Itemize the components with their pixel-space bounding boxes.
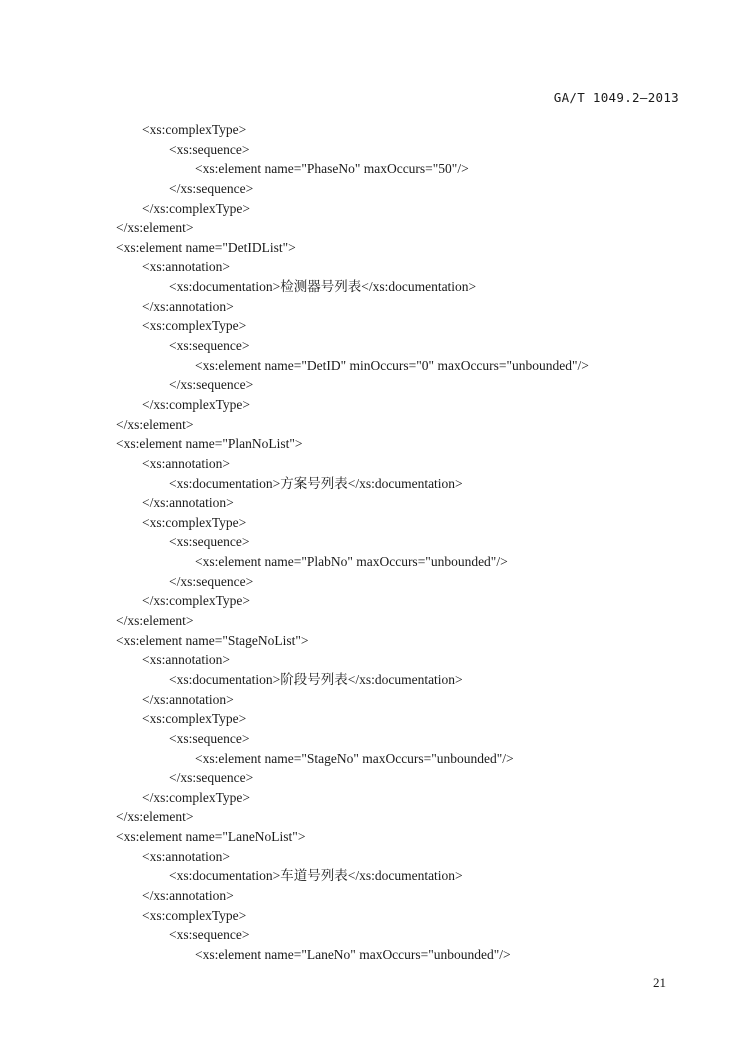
code-line: <xs:complexType> bbox=[142, 318, 247, 334]
code-line: <xs:element name="DetID" minOccurs="0" maxOccurs="unbounded"/> bbox=[195, 357, 589, 373]
code-line: </xs:annotation> bbox=[142, 691, 234, 707]
code-line: </xs:annotation> bbox=[142, 495, 234, 511]
code-line: </xs:complexType> bbox=[142, 789, 251, 805]
code-line: <xs:complexType> bbox=[142, 514, 247, 530]
code-line: </xs:annotation> bbox=[142, 298, 234, 314]
code-line: </xs:sequence> bbox=[169, 573, 254, 589]
code-line: </xs:element> bbox=[116, 416, 194, 432]
code-line: <xs:documentation>方案号列表</xs:documentation> bbox=[169, 475, 463, 491]
code-line: <xs:sequence> bbox=[169, 730, 250, 746]
code-line: <xs:complexType> bbox=[142, 711, 247, 727]
code-line: <xs:element name="StageNo" maxOccurs="unbounded"/> bbox=[195, 750, 514, 766]
code-line: <xs:complexType> bbox=[142, 907, 247, 923]
page-number: 21 bbox=[653, 975, 666, 990]
code-line: <xs:element name="PhaseNo" maxOccurs="50"/> bbox=[195, 161, 469, 177]
code-line: <xs:sequence> bbox=[169, 338, 250, 354]
code-line: <xs:element name="PlabNo" maxOccurs="unbounded"/> bbox=[195, 554, 508, 570]
code-line: <xs:annotation> bbox=[142, 848, 230, 864]
code-line: </xs:element> bbox=[116, 613, 194, 629]
code-line: <xs:element name="LaneNoList"> bbox=[116, 829, 306, 845]
code-line: <xs:sequence> bbox=[169, 927, 250, 943]
code-line: <xs:annotation> bbox=[142, 652, 230, 668]
code-line: <xs:element name="PlanNoList"> bbox=[116, 436, 303, 452]
code-line: <xs:complexType> bbox=[142, 122, 247, 137]
code-line: </xs:element> bbox=[116, 809, 194, 825]
code-line: </xs:sequence> bbox=[169, 770, 254, 786]
code-line: </xs:complexType> bbox=[142, 396, 251, 412]
code-line: <xs:annotation> bbox=[142, 455, 230, 471]
code-line: </xs:annotation> bbox=[142, 887, 234, 903]
code-line: <xs:documentation>阶段号列表</xs:documentation> bbox=[169, 671, 463, 687]
xml-schema-code-block bbox=[116, 120, 696, 965]
code-line: </xs:element> bbox=[116, 220, 194, 236]
code-line: <xs:annotation> bbox=[142, 259, 230, 275]
code-line: </xs:sequence> bbox=[169, 377, 254, 393]
code-line: <xs:element name="DetIDList"> bbox=[116, 239, 296, 255]
standard-number-header: GA/T 1049.2—2013 bbox=[553, 90, 679, 105]
code-line: <xs:sequence> bbox=[169, 141, 250, 157]
code-line: </xs:complexType> bbox=[142, 593, 251, 609]
code-line: <xs:element name="LaneNo" maxOccurs="unbounded"/> bbox=[195, 946, 511, 962]
code-line: <xs:element name="StageNoList"> bbox=[116, 632, 309, 648]
code-line: <xs:sequence> bbox=[169, 534, 250, 550]
code-line: <xs:documentation>检测器号列表</xs:documentation> bbox=[169, 279, 477, 295]
code-line: </xs:complexType> bbox=[142, 200, 251, 216]
code-line: <xs:documentation>车道号列表</xs:documentation> bbox=[169, 868, 463, 884]
code-line: </xs:sequence> bbox=[169, 180, 254, 196]
